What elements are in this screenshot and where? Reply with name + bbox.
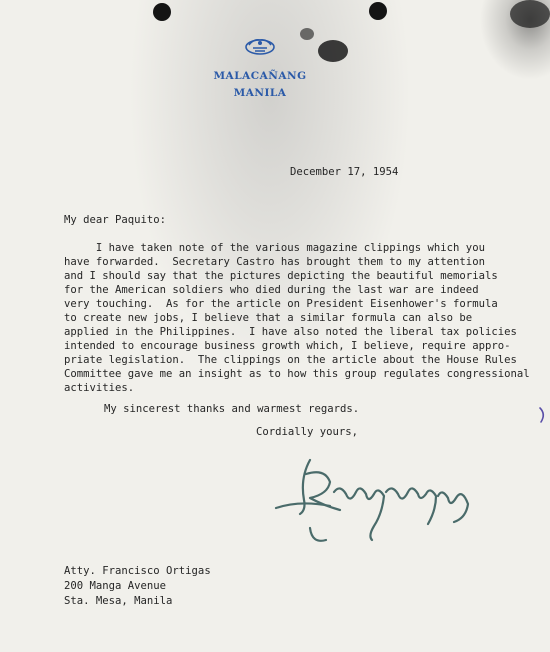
letterhead-city: MANILA [233, 87, 287, 99]
margin-pen-mark [538, 404, 550, 424]
body-line: and I should say that the pictures depicting the beautiful memorials [64, 270, 498, 282]
recipient-address-line: 200 Manga Avenue [64, 580, 167, 592]
punch-hole-left [153, 3, 171, 21]
body-line: for the American soldiers who died during the last war are indeed [64, 284, 479, 296]
letterhead-title: MALACAÑANG [213, 70, 307, 82]
body-line: to create new jobs, I believe that a similar formula can also be [64, 312, 473, 324]
presidential-seal-icon [243, 36, 277, 56]
body-line: Committee gave me an insight as to how this group regulates congressional [64, 368, 530, 380]
recipient-address-line: Sta. Mesa, Manila [64, 595, 173, 607]
body-line: have forwarded. Secretary Castro has brought them to my attention [64, 256, 485, 268]
body-line: priate legislation. The clippings on the article about the House Rules [64, 354, 517, 366]
ink-stain [300, 28, 314, 40]
closing-line: My sincerest thanks and warmest regards. [104, 403, 360, 415]
valediction: Cordially yours, [256, 426, 359, 438]
body-line: very touching. As for the article on President Eisenhower's formula [64, 298, 498, 310]
body-line: applied in the Philippines. I have also noted the liberal tax policies [64, 326, 517, 338]
body-line: activities. [64, 382, 135, 394]
body-line: I have taken note of the various magazine clippings which you [64, 242, 485, 254]
letter-date: December 17, 1954 [290, 166, 399, 178]
ink-stain [510, 0, 550, 28]
recipient-address-line: Atty. Francisco Ortigas [64, 565, 211, 577]
punch-hole-right [369, 2, 387, 20]
body-line: intended to encourage business growth which, I believe, require appro- [64, 340, 511, 352]
handwritten-signature [270, 448, 480, 558]
ink-stain [318, 40, 348, 62]
salutation: My dear Paquito: [64, 214, 167, 226]
